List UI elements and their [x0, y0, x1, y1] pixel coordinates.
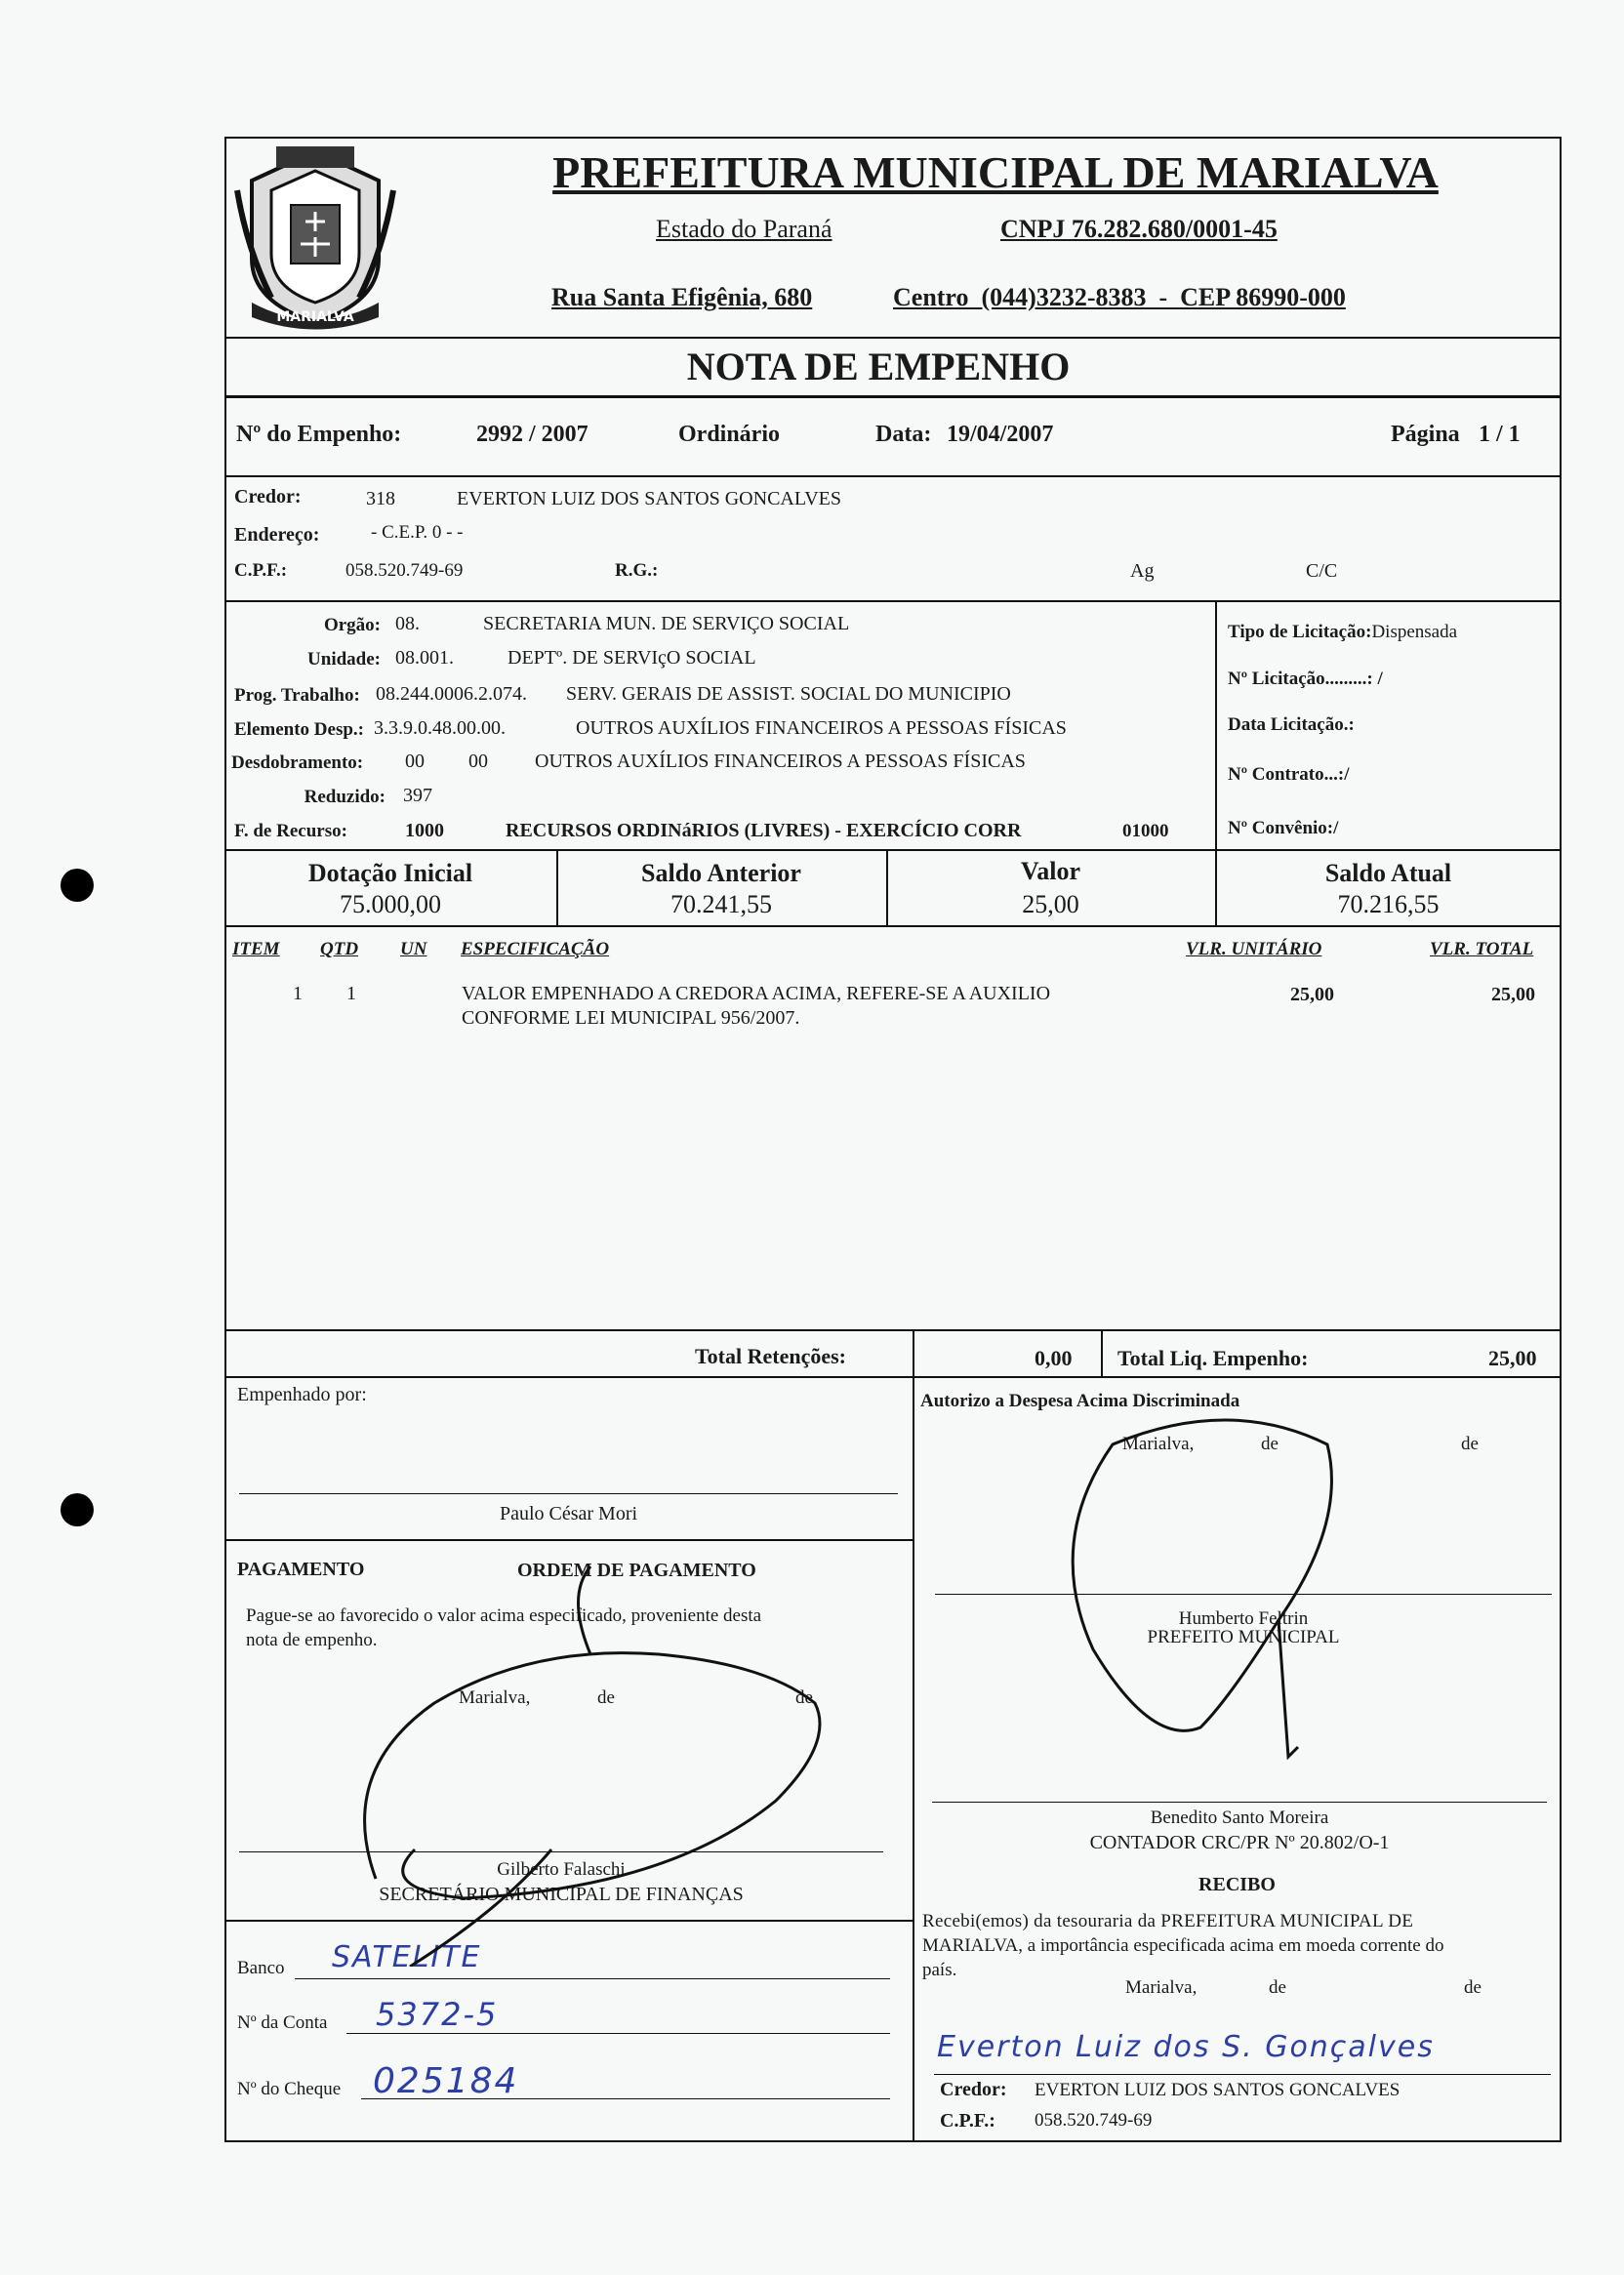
col-header-especificacao: ESPECIFICAÇÃO: [461, 939, 610, 959]
desdobramento-desc: OUTROS AUXÍLIOS FINANCEIROS A PESSOAS FÍSICAS: [535, 751, 1026, 772]
orgao-label: Orgão:: [323, 615, 381, 635]
recurso-label: F. de Recurso:: [234, 821, 347, 841]
ag-label: Ag: [1130, 560, 1155, 582]
cpf-label: C.P.F.:: [234, 560, 288, 581]
dotacao-label: Dotação Inicial: [307, 859, 473, 887]
recibo-title: RECIBO: [1198, 1874, 1276, 1895]
elemento-label: Elemento Desp.:: [234, 719, 364, 740]
state-name: Estado do Paraná: [656, 215, 832, 243]
unidade-label: Unidade:: [307, 649, 381, 670]
ordem-pagamento-label: ORDEM DE PAGAMENTO: [517, 1560, 756, 1581]
item-qtd: 1: [346, 983, 356, 1004]
pagamento-label: PAGAMENTO: [237, 1559, 365, 1580]
desdobramento-code2: 00: [468, 751, 488, 772]
conta-value: 5372-5: [376, 1996, 499, 2033]
pague-text-line2: nota de empenho.: [246, 1630, 378, 1650]
total-retencoes-label: Total Retenções:: [695, 1344, 846, 1368]
item-number: 1: [293, 983, 303, 1004]
desdobramento-code1: 00: [405, 751, 425, 772]
numero-contrato: Nº Contrato...:/: [1228, 764, 1350, 785]
cheque-value: 025184: [373, 2061, 519, 2101]
pague-text-line1: Pague-se ao favorecido o valor acima especificado, proveniente desta: [246, 1605, 762, 1626]
total-retencoes-value: 0,00: [1035, 1346, 1073, 1370]
dotacao-value: 75.000,00: [340, 890, 441, 918]
item-unit-value: 25,00: [1290, 984, 1334, 1005]
credor-signature: Everton Luiz dos S. Gonçalves: [937, 2030, 1435, 2064]
numero-convenio: Nº Convênio:/: [1228, 818, 1339, 838]
reduzido-value: 397: [403, 785, 432, 806]
recibo-de2: de: [1464, 1977, 1482, 1998]
valor-label: Valor: [1020, 857, 1081, 885]
item-spec-line2: CONFORME LEI MUNICIPAL 956/2007.: [462, 1007, 800, 1029]
elemento-desc: OUTROS AUXÍLIOS FINANCEIROS A PESSOAS FÍSICAS: [576, 717, 1067, 739]
org-name: PREFEITURA MUNICIPAL DE MARIALVA: [552, 147, 1439, 197]
city-seal-icon: [232, 142, 398, 332]
col-header-vlr-unitario: VLR. UNITÁRIO: [1186, 939, 1322, 959]
recurso-number: 01000: [1122, 821, 1169, 841]
saldo-anterior-value: 70.241,55: [670, 890, 772, 918]
punch-hole: [61, 1493, 94, 1526]
orgao-code: 08.: [395, 613, 420, 634]
item-spec-line1: VALOR EMPENHADO A CREDORA ACIMA, REFERE-SE A AUXILIO: [462, 983, 1051, 1004]
recurso-code: 1000: [405, 820, 444, 841]
recibo-credor-label: Credor:: [940, 2079, 1007, 2100]
banco-label: Banco: [237, 1958, 285, 1978]
credor-label: Credor:: [234, 486, 302, 508]
autorizo-label: Autorizo a Despesa Acima Discriminada: [920, 1391, 1240, 1411]
rg-label: R.G.:: [615, 560, 659, 581]
autorizo-city: Marialva,: [1122, 1434, 1195, 1454]
empenho-number-label: Nº do Empenho:: [236, 422, 402, 447]
secretario-signature: [356, 1557, 834, 1967]
item-total-value: 25,00: [1491, 984, 1535, 1005]
recibo-text-line2: MARIALVA, a importância especificada acima em moeda corrente do: [922, 1935, 1444, 1956]
col-header-un: UN: [400, 939, 427, 959]
empenho-type: Ordinário: [678, 422, 781, 447]
date-label: Data:: [875, 422, 932, 447]
empenho-number: 2992 / 2007: [476, 422, 589, 447]
prefeito-title: PREFEITO MUNICIPAL: [1147, 1627, 1340, 1647]
tipo-licitacao-value: Dispensada: [1371, 622, 1458, 642]
autorizo-de2: de: [1461, 1434, 1479, 1454]
valor-value: 25,00: [1022, 890, 1079, 918]
saldo-anterior-label: Saldo Anterior: [641, 859, 801, 887]
empenhado-por-name: Paulo César Mori: [499, 1503, 638, 1524]
unidade-code: 08.001.: [395, 647, 454, 669]
conta-label: Nº da Conta: [237, 2012, 328, 2033]
recibo-text-line3: país.: [922, 1960, 957, 1980]
payment-city: Marialva,: [459, 1687, 531, 1708]
secretario-title: SECRETÁRIO MUNICIPAL DE FINANÇAS: [379, 1884, 744, 1905]
page-label: Página: [1391, 422, 1460, 447]
document-title: NOTA DE EMPENHO: [686, 345, 1071, 388]
payment-de1: de: [597, 1687, 615, 1708]
tipo-licitacao-label: Tipo de Licitação:Dispensada: [1228, 622, 1458, 642]
prog-code: 08.244.0006.2.074.: [376, 683, 527, 705]
recibo-city: Marialva,: [1125, 1977, 1198, 1998]
saldo-atual-value: 70.216,55: [1337, 890, 1440, 918]
contador-name: Benedito Santo Moreira: [1150, 1808, 1329, 1828]
address-rest: Centro (044)3232-8383 - CEP 86990-000: [893, 283, 1346, 311]
recibo-credor-name: EVERTON LUIZ DOS SANTOS GONCALVES: [1035, 2080, 1401, 2100]
svg-text:MARIALVA: MARIALVA: [276, 309, 354, 325]
payment-de2: de: [795, 1687, 813, 1708]
desdobramento-label: Desdobramento:: [231, 752, 364, 773]
recibo-text-line1: Recebi(emos) da tesouraria da PREFEITURA MUNICIPAL DE: [922, 1911, 1414, 1931]
banco-value: SATELITE: [332, 1940, 482, 1974]
reduzido-label: Reduzido:: [304, 787, 386, 807]
col-header-vlr-total: VLR. TOTAL: [1430, 939, 1534, 959]
prefeito-signature: [1054, 1405, 1347, 1776]
punch-hole: [61, 869, 94, 902]
recibo-cpf-value: 058.520.749-69: [1035, 2110, 1153, 2131]
autorizo-de1: de: [1261, 1434, 1279, 1454]
saldo-atual-label: Saldo Atual: [1324, 859, 1452, 887]
unidade-desc: DEPTº. DE SERVIçO SOCIAL: [508, 647, 756, 669]
contador-title: CONTADOR CRC/PR Nº 20.802/O-1: [1089, 1832, 1390, 1853]
orgao-desc: SECRETARIA MUN. DE SERVIÇO SOCIAL: [483, 613, 850, 634]
empenho-date: 19/04/2007: [947, 422, 1054, 447]
elemento-code: 3.3.9.0.48.00.00.: [374, 717, 506, 739]
credor-code: 318: [366, 488, 395, 509]
cheque-label: Nº do Cheque: [237, 2079, 342, 2099]
street-address: Rua Santa Efigênia, 680: [551, 283, 813, 311]
recurso-desc: RECURSOS ORDINáRIOS (LIVRES) - EXERCÍCIO CORR: [506, 820, 1022, 841]
data-licitacao: Data Licitação.:: [1228, 714, 1355, 735]
endereco-label: Endereço:: [234, 524, 320, 546]
credor-name: EVERTON LUIZ DOS SANTOS GONCALVES: [457, 488, 842, 509]
col-header-item: ITEM: [232, 939, 280, 959]
prog-label: Prog. Trabalho:: [234, 685, 360, 706]
page-number: 1 / 1: [1479, 422, 1521, 447]
total-liq-value: 25,00: [1488, 1346, 1537, 1370]
secretario-name: Gilberto Falaschi: [497, 1859, 626, 1880]
endereco-value: - C.E.P. 0 - -: [371, 522, 464, 543]
cc-label: C/C: [1306, 560, 1338, 582]
prog-desc: SERV. GERAIS DE ASSIST. SOCIAL DO MUNICIPIO: [566, 683, 1011, 705]
empenhado-por-label: Empenhado por:: [237, 1384, 367, 1405]
recibo-de1: de: [1269, 1977, 1286, 1998]
col-header-qtd: QTD: [320, 939, 359, 959]
cnpj: CNPJ 76.282.680/0001-45: [1000, 215, 1278, 243]
recibo-cpf-label: C.P.F.:: [940, 2110, 995, 2132]
cpf-value: 058.520.749-69: [345, 560, 464, 581]
prefeito-name: Humberto Feltrin: [1178, 1608, 1309, 1629]
numero-licitacao: Nº Licitação.........: /: [1228, 669, 1383, 689]
total-liq-label: Total Liq. Empenho:: [1117, 1346, 1309, 1370]
